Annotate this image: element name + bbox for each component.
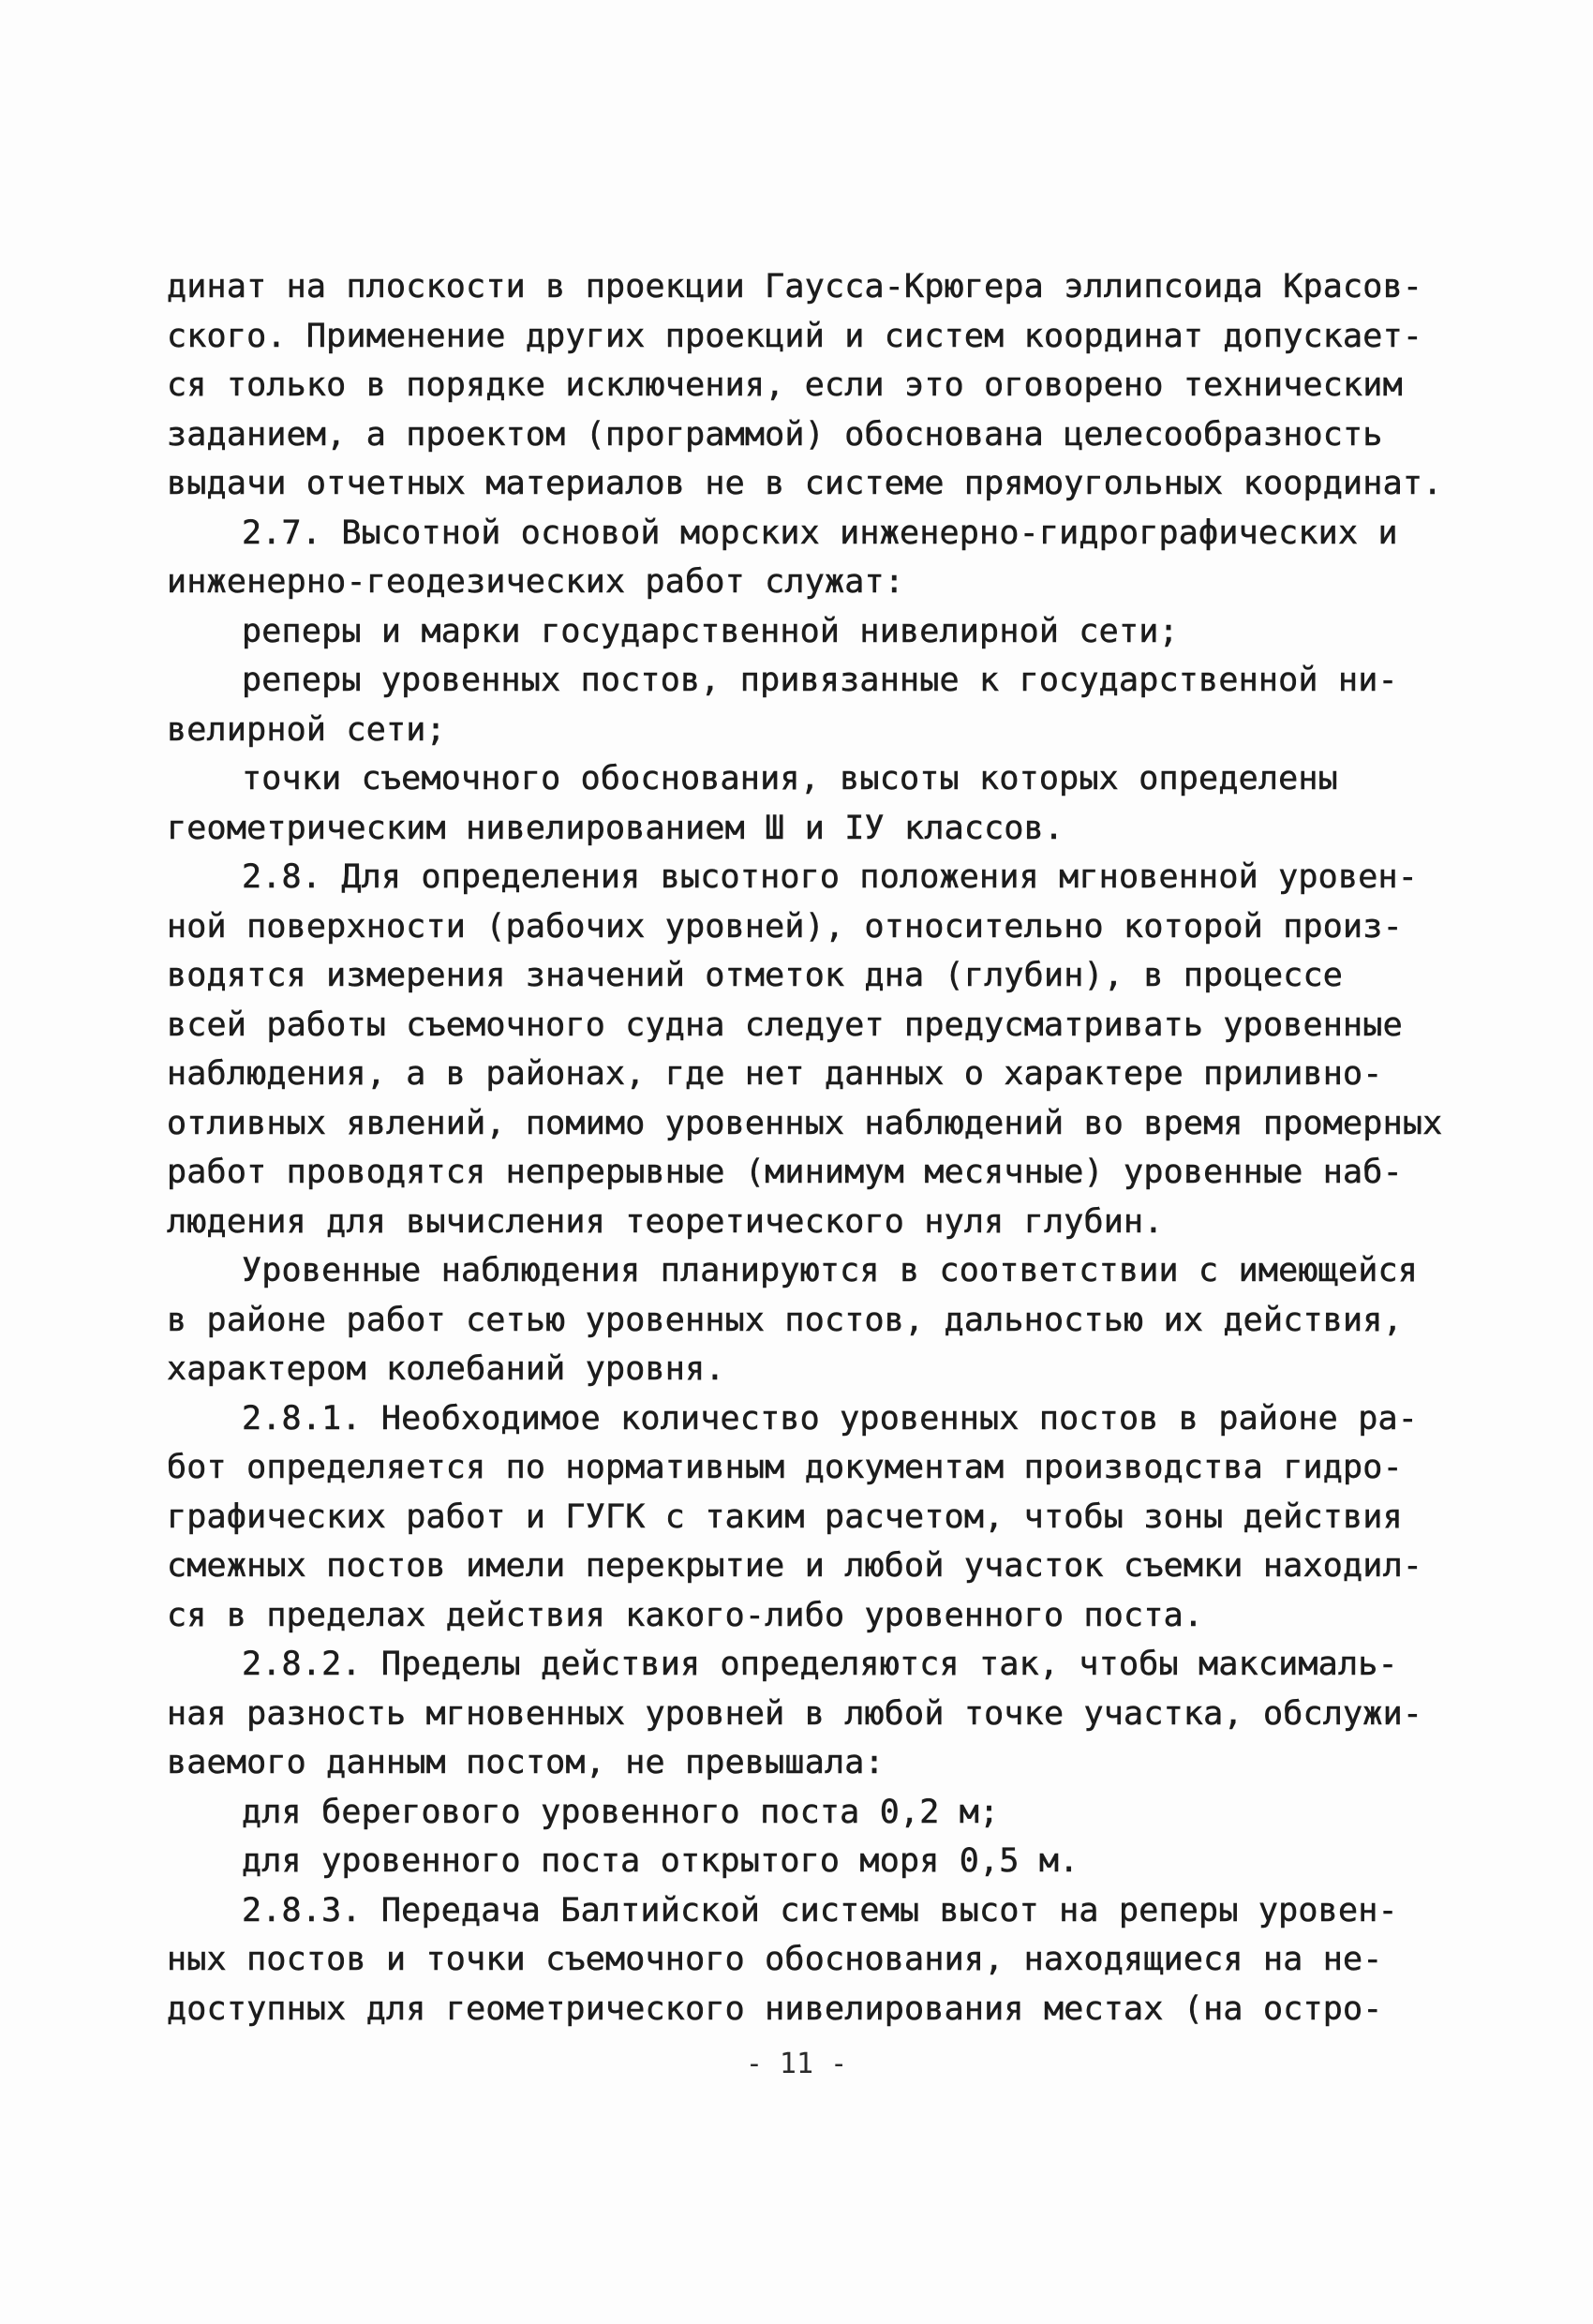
text-line: динат на плоскости в проекции Гаусса-Крюгера эллипсоида Красов-: [167, 268, 1423, 305]
text-line: графических работ и ГУГК с таким расчетом, чтобы зоны действия: [167, 1497, 1403, 1536]
text-line: в районе работ сетью уровенных постов, дальностью их действия,: [167, 1301, 1403, 1339]
list-item: для берегового уровенного поста 0,2 м;: [242, 1793, 1000, 1831]
text-line: бот определяется по нормативным документам производства гидро-: [167, 1449, 1403, 1486]
text-line: отливных явлений, помимо уровенных наблюдений во время промерных: [167, 1104, 1443, 1142]
text-line: всей работы съемочного судна следует предусматривать уровенные: [167, 1006, 1403, 1044]
text-line: ского. Применение других проекций и систем координат допускает-: [167, 317, 1423, 355]
section-heading-2-8-2: 2.8.2. Пределы действия определяются так, чтобы максималь-: [242, 1646, 1398, 1683]
section-heading-2-8-1: 2.8.1. Необходимое количество уровенных постов в районе ра-: [242, 1399, 1419, 1438]
text-line: инженерно-геодезических работ служат:: [167, 563, 905, 601]
text-line: наблюдения, а в районах, где нет данных о характере приливно-: [167, 1055, 1383, 1093]
text-line: работ проводятся непрерывные (минимум месячные) уровенные наб-: [167, 1154, 1403, 1191]
text-line: ся в пределах действия какого-либо уровенного поста.: [167, 1596, 1204, 1634]
text-line: велирной сети;: [167, 710, 446, 749]
section-heading-2-7: 2.7. Высотной основой морских инженерно-гидрографических и: [242, 514, 1398, 552]
text-line: характером колебаний уровня.: [167, 1350, 725, 1388]
text-line: ная разность мгновенных уровней в любой точке участка, обслужи-: [167, 1694, 1423, 1733]
text-line: ных постов и точки съемочного обоснования, находящиеся на не-: [167, 1941, 1383, 1978]
list-item: точки съемочного обоснования, высоты которых определены: [242, 760, 1338, 797]
text-line: ваемого данным постом, не превышала:: [167, 1744, 885, 1781]
page-number: - 11 -: [745, 2048, 848, 2080]
text-line: геометрическим нивелированием Ш и IУ классов.: [167, 809, 1064, 847]
list-item: реперы и марки государственной нивелирной сети;: [242, 612, 1179, 650]
text-line: ся только в порядке исключения, если это оговорено техническим: [167, 366, 1403, 404]
text-line: людения для вычисления теоретического нуля глубин.: [167, 1202, 1164, 1241]
text-line: заданием, а проектом (программой) обоснована целесообразность: [167, 415, 1383, 454]
section-heading-2-8: 2.8. Для определения высотного положения мгновенной уровен-: [242, 858, 1419, 896]
text-line: ной поверхности (рабочих уровней), относительно которой произ-: [167, 907, 1403, 946]
text-line: водятся измерения значений отметок дна (глубин), в процессе: [167, 957, 1344, 994]
list-item: для уровенного поста открытого моря 0,5 м.: [242, 1842, 1079, 1880]
text-line: смежных постов имели перекрытие и любой участок съемки находил-: [167, 1547, 1423, 1585]
list-item: реперы уровенных постов, привязанные к государственной ни-: [242, 662, 1398, 699]
body-text: [167, 262, 1451, 2034]
text-line: выдачи отчетных материалов не в системе прямоугольных координат.: [167, 465, 1443, 502]
section-heading-2-8-3: 2.8.3. Передача Балтийской системы высот на реперы уровен-: [242, 1891, 1398, 1929]
paragraph-start: Уровенные наблюдения планируются в соответствии с имеющейся: [242, 1252, 1419, 1289]
text-line: доступных для геометрического нивелирования местах (на остро-: [167, 1989, 1383, 2028]
